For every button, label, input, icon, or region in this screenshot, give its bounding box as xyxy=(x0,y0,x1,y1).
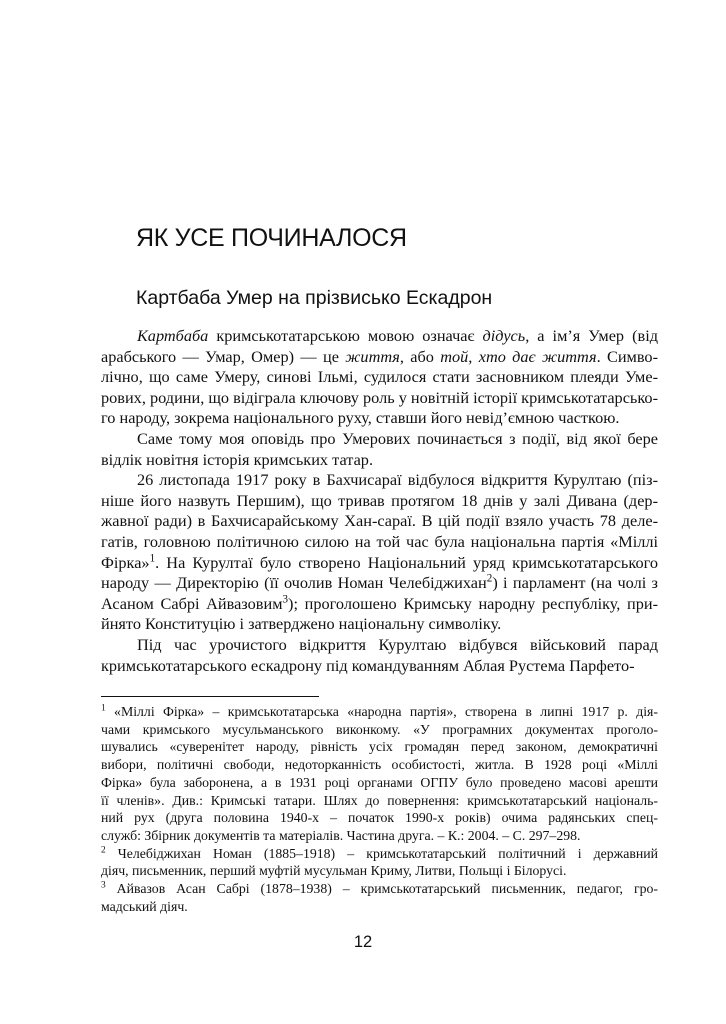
text-run: ); проголошено Кримську народну республіку, при- xyxy=(288,593,658,613)
text-run: відлік новітня історія кримських татар. xyxy=(101,449,374,469)
text-run: кримськотатарського ескадрону під командуванням Аблая Рустема Парфето- xyxy=(101,655,635,675)
italic-text: дідусь xyxy=(482,326,526,345)
text-run: народу — Директорію (її очолив Номан Челебіджихан xyxy=(101,573,487,593)
text-line xyxy=(101,367,658,388)
text-line xyxy=(101,347,658,368)
text-line xyxy=(101,635,658,656)
text-run: . Симво- xyxy=(596,346,658,366)
text-run: шувались «суверенітет народу, рівність усіх громадян перед законом, демократичні xyxy=(101,739,658,755)
text-run: кримськотатарською мовою означає xyxy=(208,326,483,345)
text-run: ний рух (друга половина 1940-х – початок 1990-х років) очима радянських спец- xyxy=(101,810,658,826)
text-line xyxy=(101,573,658,594)
text-run: Челебіджихан Номан (1885–1918) – кримськотатарський політичний і державний xyxy=(105,845,658,861)
text-run: жавної ради) в Бахчисарайському Хан-сараї. В цій події взяло участь 78 деле- xyxy=(101,511,658,531)
footnote xyxy=(101,703,658,845)
footnote-ref: 1 xyxy=(149,552,156,565)
footnote-ref: 3 xyxy=(101,880,106,891)
footnote-line xyxy=(101,792,658,810)
text-line xyxy=(101,511,658,532)
footnote-line xyxy=(101,756,658,774)
text-run: Фірка» була заборонена, а в 1931 році органами ОГПУ було проведено масові арешти xyxy=(101,774,658,790)
text-run: лічно, що саме Умеру, синові Ільмі, судилося стати засновником плеяди Уме- xyxy=(101,367,658,387)
page-number: 12 xyxy=(353,933,373,951)
italic-text: той, хто дає життя xyxy=(440,346,597,366)
footnote-divider xyxy=(101,696,319,697)
text-run: , а ім’я Умер (від xyxy=(525,326,658,345)
text-run: чами кримського мусульманського виконкому. «У програмних документах проголо- xyxy=(101,721,658,737)
text-run: гатів, головною політичною силою на той час була національна партія «Міллі xyxy=(101,531,658,551)
text-run: 26 листопада 1917 року в Бахчисараї відбулося відкриття Курултаю (піз- xyxy=(137,470,658,490)
section-title: Картбаба Умер на прізвисько Ескадрон xyxy=(136,287,493,309)
footnote-ref: 3 xyxy=(282,593,289,606)
text-run: ) і парламент (на чолі з xyxy=(492,573,658,593)
text-line xyxy=(101,408,658,429)
text-line xyxy=(101,429,658,450)
footnote-line xyxy=(101,774,658,792)
chapter-title: ЯК УСЕ ПОЧИНАЛОСЯ xyxy=(136,224,407,252)
text-run: . На Курултаї було створено Національний уряд кримськотатарського xyxy=(155,552,658,572)
text-run: діяч, письменник, перший муфтій мусульман Криму, Литви, Польщі і Білорусі. xyxy=(101,863,567,879)
text-line xyxy=(101,614,658,635)
text-run: Саме тому моя оповідь про Умерових починається з події, від якої бере xyxy=(137,428,658,448)
text-line xyxy=(101,326,658,347)
footnote-line xyxy=(101,721,658,739)
text-line xyxy=(101,594,658,615)
paragraph xyxy=(101,429,658,470)
text-run: арабського — Умар, Омер) — це xyxy=(101,346,346,366)
text-line xyxy=(101,553,658,574)
footnote-ref: 1 xyxy=(101,703,106,714)
footnote-line xyxy=(101,862,658,880)
body-text xyxy=(101,326,658,676)
text-line xyxy=(101,656,658,677)
footnote-line xyxy=(101,880,658,898)
text-run: служб: Збірник документів та матеріалів. Частина друга. – К.: 2004. – С. 297–298. xyxy=(101,827,581,843)
text-run: Під час урочистого відкриття Курултаю відбувся військовий парад xyxy=(137,634,658,654)
paragraph xyxy=(101,635,658,676)
italic-text: життя xyxy=(345,346,400,366)
text-run: , або xyxy=(399,346,441,366)
text-line xyxy=(101,491,658,512)
text-line xyxy=(101,470,658,491)
text-run: «Міллі Фірка» – кримськотатарська «народна партія», створена в липні 1917 р. дія- xyxy=(105,704,658,719)
text-run: Айвазов Асан Сабрі (1878–1938) – кримськотатарський письменник, педагог, гро- xyxy=(105,881,658,897)
text-run: Асаном Сабрі Айвазовим xyxy=(101,593,283,613)
text-line xyxy=(101,532,658,553)
text-line xyxy=(101,450,658,471)
footnote-line xyxy=(101,809,658,827)
footnote-line xyxy=(101,845,658,863)
text-run: Фірка» xyxy=(101,552,150,572)
footnote-line xyxy=(101,703,658,721)
footnote xyxy=(101,845,658,880)
text-run: йнято Конституцію і затверджено національну символіку. xyxy=(101,614,502,634)
footnote-line xyxy=(101,898,658,916)
footnote-line xyxy=(101,827,658,845)
text-run: ніше його назвуть Першим), що тривав протягом 18 днів у залі Дивана (дер- xyxy=(101,490,658,510)
text-run: го народу, зокрема національного руху, ставши його невід’ємною часткою. xyxy=(101,408,620,428)
italic-text: Картбаба xyxy=(137,326,209,345)
text-run: рових, родини, що відіграла ключову роль у новітній історії кримськотатарсько- xyxy=(101,387,658,407)
text-run: вибори, політичні свободи, недоторканність особистості, житла. В 1928 році «Міллі xyxy=(101,757,658,773)
footnote-line xyxy=(101,738,658,756)
text-line xyxy=(101,388,658,409)
text-run: мадський діяч. xyxy=(101,898,188,914)
footnote-ref: 2 xyxy=(486,573,493,585)
text-run: її членів». Див.: Кримські татари. Шлях до повернення: кримськотатарський національ- xyxy=(101,792,658,808)
footnotes xyxy=(101,703,658,915)
paragraph xyxy=(101,326,658,429)
paragraph xyxy=(101,470,658,635)
footnote xyxy=(101,880,658,915)
footnote-ref: 2 xyxy=(101,845,106,856)
